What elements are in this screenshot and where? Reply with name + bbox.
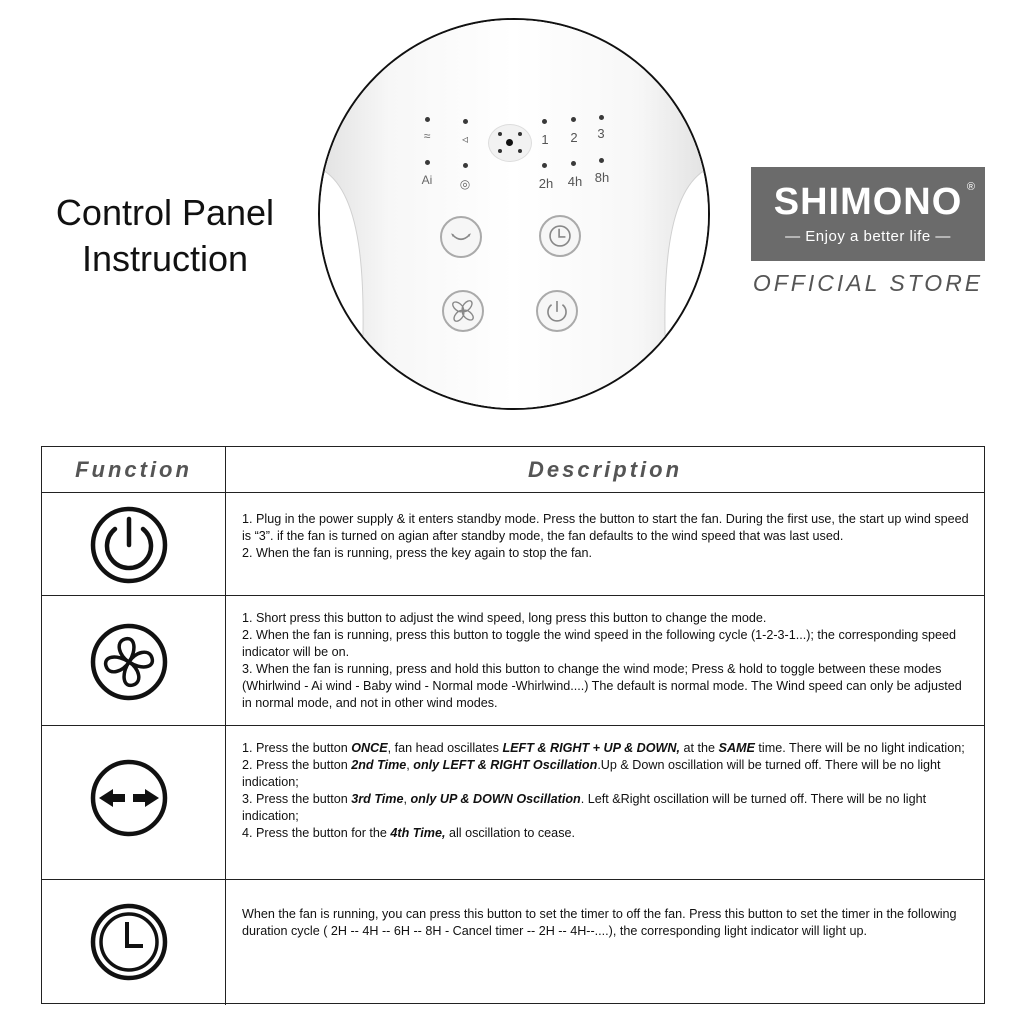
description-line: 1. Plug in the power supply & it enters standby mode. Press the button to start the fan. During the first use, the start up wind speed is “3”. if the fan is turned on agian after standby mode, the fan defaults to the wind speed that was last used. [242, 512, 969, 543]
brand-name: SHIMONO [773, 181, 963, 223]
clock-icon [541, 217, 579, 255]
description-line: When the fan is running, you can press this button to set the timer to off the fan. Press this button to set the timer in the following duration cycle ( 2H -- 4H -- 6H -- 8H - Cancel timer -- 2H -- 4H--....), the corresponding light indicator will light up. [242, 907, 957, 938]
speed-2-label: 2 [570, 130, 578, 145]
power-icon [89, 505, 169, 585]
description-line: 3. When the fan is running, press and hold this button to change the wind mode; Press & hold to toggle between these modes (Whirlwind - Ai wind - Baby wind - Normal mode -Whirlwind....) The default is normal mode. The Wind speed can only be adjusted in normal mode, and not in other wind modes. [242, 662, 962, 710]
timer-2h-label: 2h [538, 176, 554, 191]
fan-body-shape [320, 20, 708, 408]
ai-wind-label: Ai [421, 173, 433, 187]
power-icon [538, 292, 576, 330]
speed-1-label: 1 [541, 132, 549, 147]
description-cell [226, 726, 984, 879]
timer-4h-label: 4h [567, 174, 583, 189]
description-line: 2. When the fan is running, press this button to toggle the wind speed in the following cycle (1-2-3-1...); the corresponding speed indicator will be on. [242, 628, 957, 659]
oscillation-icon [442, 218, 480, 256]
description-line: 4. Press the button for the 4th Time, all oscillation to cease. [242, 826, 575, 840]
timer-button[interactable] [539, 215, 581, 257]
description-line: 2. When the fan is running, press the key again to stop the fan. [242, 546, 593, 560]
table-row [42, 596, 984, 726]
indicator-dot [571, 117, 576, 122]
table-row [42, 880, 984, 1005]
baby-wind-icon: ◃ [461, 132, 469, 146]
description-header: Description [527, 457, 683, 482]
speed-3-label: 3 [597, 126, 605, 141]
indicator-dot [599, 115, 604, 120]
fan-icon [444, 292, 482, 330]
indicator-dot [542, 163, 547, 168]
title-line-2: Instruction [81, 238, 249, 279]
description-line: 1. Short press this button to adjust the wind speed, long press this button to change the mode. [242, 611, 767, 625]
indicator-dot [425, 160, 430, 165]
indicator-dot [463, 119, 468, 124]
function-header: Function [42, 447, 226, 492]
table-row [42, 726, 984, 880]
fan-icon [89, 622, 169, 702]
function-cell [42, 726, 226, 879]
power-button[interactable] [536, 290, 578, 332]
control-panel-image [318, 18, 710, 410]
indicator-dot [425, 117, 430, 122]
function-cell [42, 596, 226, 725]
brand-logo [751, 167, 985, 261]
indicator-dot [599, 158, 604, 163]
description-line: 1. Press the button ONCE, fan head oscillates LEFT & RIGHT + UP & DOWN, at the SAME time. There will be no light indication; [242, 741, 965, 755]
table-row [42, 493, 984, 596]
oscillation-button[interactable] [440, 216, 482, 258]
table-header-row [42, 447, 984, 493]
registered-mark: ® [966, 181, 975, 193]
function-cell [42, 493, 226, 595]
indicator-dot [463, 163, 468, 168]
indicator-dot [571, 161, 576, 166]
eye-icon: ◎ [459, 177, 471, 191]
whirlwind-icon: ≈ [423, 129, 431, 143]
instruction-table [41, 446, 985, 1004]
description-line: 2. Press the button 2nd Time, only LEFT & RIGHT Oscillation.Up & Down oscillation will be turned off. There will be no light indication; [242, 758, 941, 789]
timer-8h-label: 8h [594, 170, 610, 185]
title-line-1: Control Panel [55, 192, 275, 233]
description-cell [226, 596, 984, 725]
function-cell [42, 880, 226, 1005]
description-line: 3. Press the button 3rd Time, only UP & DOWN Oscillation. Left &Right oscillation will be turned off. There will be no light indication; [242, 792, 927, 823]
description-cell [226, 880, 984, 1005]
brand-tagline: — Enjoy a better life — [785, 228, 951, 245]
fan-speed-button[interactable] [442, 290, 484, 332]
indicator-dot [542, 119, 547, 124]
description-cell [226, 493, 984, 595]
clock-timer-icon [89, 902, 169, 982]
ir-sensor [488, 124, 532, 162]
oscillation-arrows-icon [89, 758, 169, 838]
official-store-label: OFFICIAL STORE [752, 270, 984, 296]
page-title [30, 190, 300, 282]
